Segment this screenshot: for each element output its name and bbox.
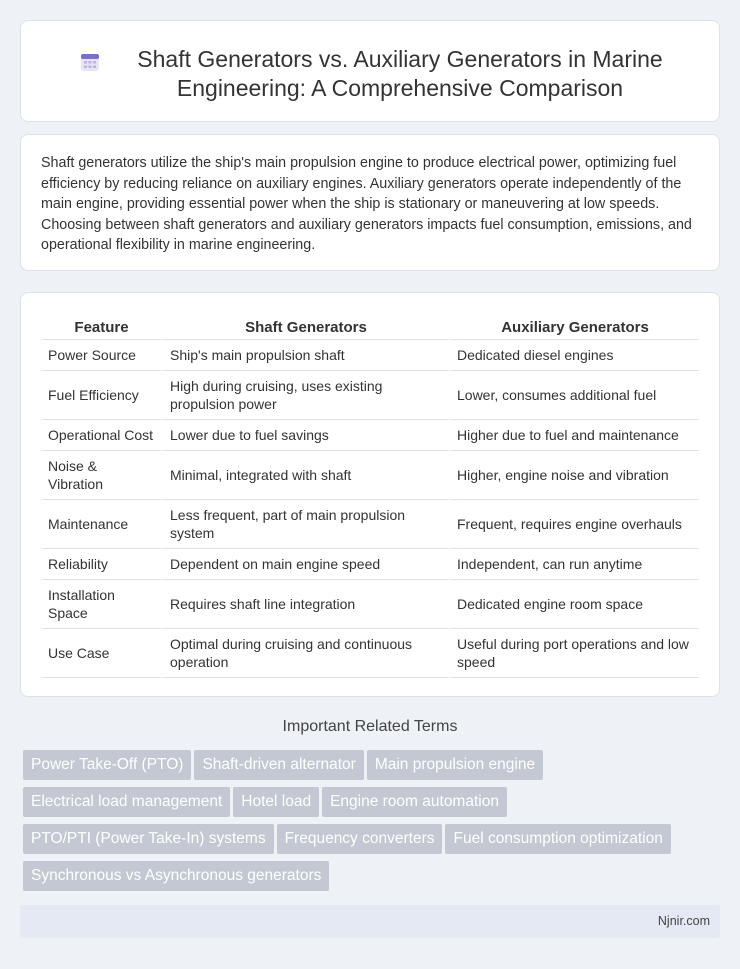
header-feature: Feature xyxy=(42,313,161,340)
table-cell: Independent, can run anytime xyxy=(448,549,699,580)
table-cell: Noise & Vibration xyxy=(42,451,161,500)
header-auxiliary-generators: Auxiliary Generators xyxy=(448,313,699,340)
table-cell: Lower due to fuel savings xyxy=(161,420,448,451)
table-cell: Power Source xyxy=(42,340,161,371)
term-tag[interactable]: PTO/PTI (Power Take-In) systems xyxy=(23,824,274,854)
page-title: Shaft Generators vs. Auxiliary Generators in Marine Engineering: A Comprehensive Comparison xyxy=(137,46,663,101)
term-tag[interactable]: Fuel consumption optimization xyxy=(445,824,670,854)
table-cell: Use Case xyxy=(42,629,161,678)
comparison-table xyxy=(42,313,699,678)
footer-site-link[interactable]: Njnir.com xyxy=(657,914,710,928)
term-tag[interactable]: Power Take-Off (PTO) xyxy=(23,750,191,780)
table-cell: Requires shaft line integration xyxy=(161,580,448,629)
table-row xyxy=(42,420,699,451)
table-row xyxy=(42,500,699,549)
table-cell: Operational Cost xyxy=(42,420,161,451)
table-cell: Dedicated diesel engines xyxy=(448,340,699,371)
term-tag[interactable]: Synchronous vs Asynchronous generators xyxy=(23,861,329,891)
term-tag[interactable]: Hotel load xyxy=(233,787,319,817)
calendar-icon xyxy=(79,51,101,73)
related-terms-list xyxy=(23,750,713,898)
comparison-table-card xyxy=(20,292,720,697)
table-row xyxy=(42,340,699,371)
table-cell: High during cruising, uses existing propulsion power xyxy=(161,371,448,420)
table-cell: Higher due to fuel and maintenance xyxy=(448,420,699,451)
table-row xyxy=(42,371,699,420)
table-cell: Dependent on main engine speed xyxy=(161,549,448,580)
term-tag[interactable]: Frequency converters xyxy=(277,824,443,854)
table-cell: Ship's main propulsion shaft xyxy=(161,340,448,371)
table-row xyxy=(42,549,699,580)
table-cell: Useful during port operations and low speed xyxy=(448,629,699,678)
term-tag[interactable]: Engine room automation xyxy=(322,787,507,817)
table-cell: Minimal, integrated with shaft xyxy=(161,451,448,500)
footer xyxy=(20,905,720,938)
table-cell: Reliability xyxy=(42,549,161,580)
table-cell: Optimal during cruising and continuous operation xyxy=(161,629,448,678)
term-tag[interactable]: Shaft-driven alternator xyxy=(194,750,363,780)
summary-card xyxy=(20,134,720,271)
table-header-row xyxy=(42,313,699,340)
summary-text: Shaft generators utilize the ship's main propulsion engine to produce electrical power, optimizing fuel efficiency by reducing reliance on auxiliary engines. Auxiliary generators operate independently of the main engine, providing essential power when the ship is stationary or maneuvering at low speeds. Choosing between shaft generators and auxiliary generators impacts fuel consumption, emissions, and operational flexibility in marine engineering. xyxy=(41,155,692,253)
table-cell: Higher, engine noise and vibration xyxy=(448,451,699,500)
table-row xyxy=(42,629,699,678)
table-cell: Installation Space xyxy=(42,580,161,629)
table-row xyxy=(42,451,699,500)
title-card xyxy=(20,20,720,122)
table-cell: Less frequent, part of main propulsion system xyxy=(161,500,448,549)
term-tag[interactable]: Electrical load management xyxy=(23,787,230,817)
table-cell: Dedicated engine room space xyxy=(448,580,699,629)
table-row xyxy=(42,580,699,629)
table-cell: Frequent, requires engine overhauls xyxy=(448,500,699,549)
related-terms-heading: Important Related Terms xyxy=(282,718,458,735)
term-tag[interactable]: Main propulsion engine xyxy=(367,750,543,780)
table-cell: Maintenance xyxy=(42,500,161,549)
header-shaft-generators: Shaft Generators xyxy=(161,313,448,340)
table-cell: Fuel Efficiency xyxy=(42,371,161,420)
table-cell: Lower, consumes additional fuel xyxy=(448,371,699,420)
